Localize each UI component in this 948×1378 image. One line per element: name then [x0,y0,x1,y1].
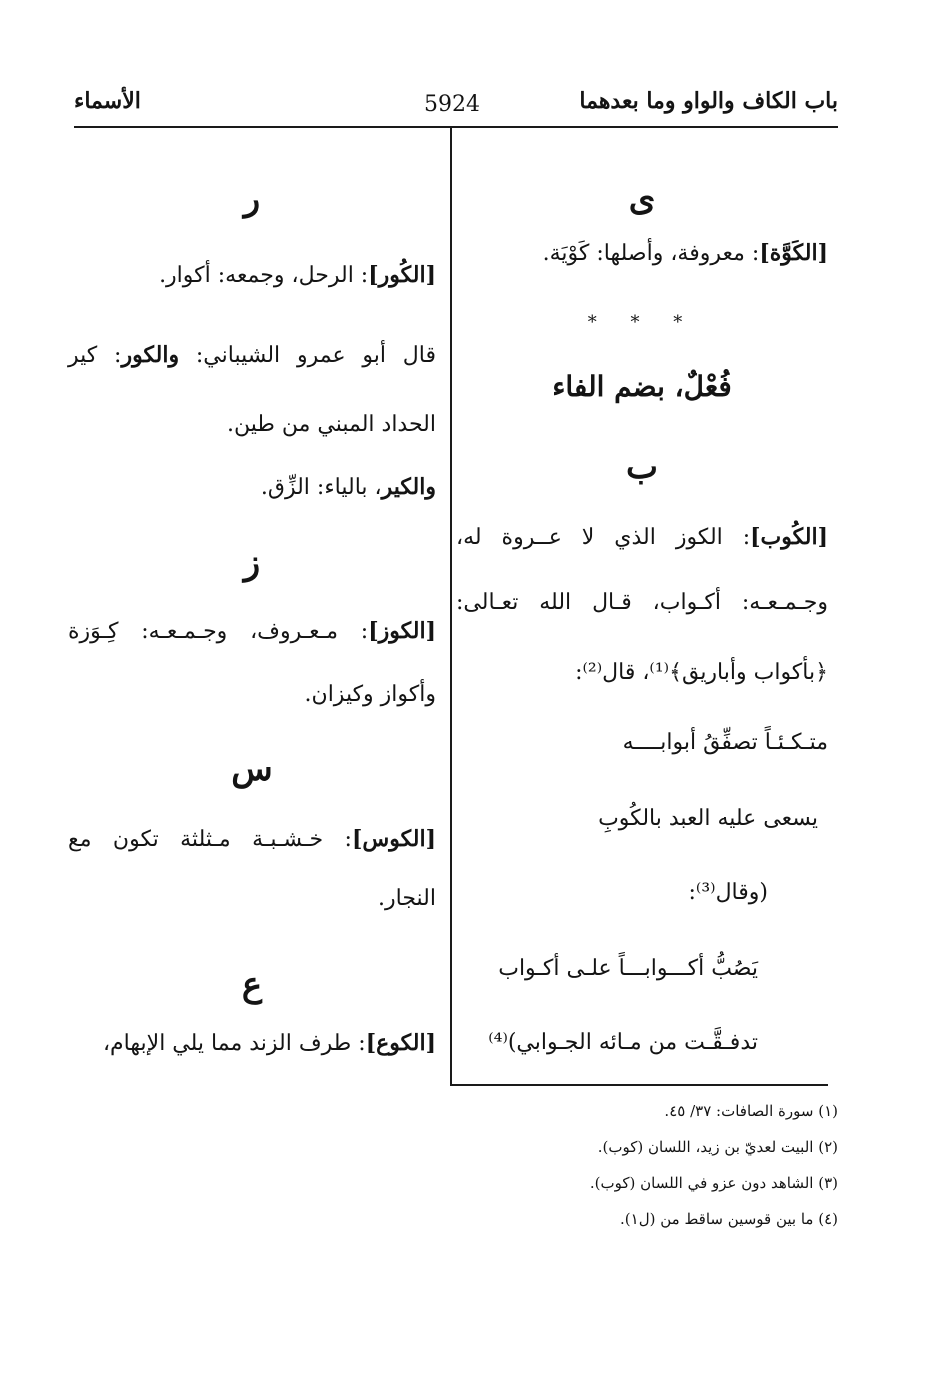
definition-kus: : خـشـبـة مـثلثة تكون مع [68,827,352,852]
running-head-chapter: باب الكاف والواو وما بعدهما [579,88,838,114]
headword-kawwa: [الكَوَّة] [759,240,828,266]
quote-shaybani-line1 [68,342,436,369]
entry-kur [159,262,436,289]
headword-kuz: [الكوز] [368,618,436,644]
headword-kur-bellows: والكور [121,342,180,368]
quote-definition: : كير [68,343,122,368]
definition-kua: : طرف الزند مما يلي الإبهام، [102,1031,366,1056]
letter-za-heading: ز [243,543,261,583]
running-head-section: الأسماء [74,88,141,114]
headword-kus: [الكوس] [351,826,436,852]
entry-kus-line1 [68,826,436,853]
headword-kur: [الكُور] [368,262,436,288]
header-rule [74,126,838,128]
column-separator [450,128,452,1084]
headword-kir: والكير [381,474,436,500]
footnote-2: (٢) البيت لعديّ بن زيد، اللسان (كوب). [597,1138,838,1156]
entry-kub-line1 [456,524,828,551]
letter-ya-heading: ى [628,179,656,219]
definition-kur: : الرحل، وجمعه: أكوار. [159,263,369,288]
entry-kuz-line1 [68,618,436,645]
entry-kuz-line2: وأكواز وكيزان. [304,682,436,707]
headword-kub: [الكُوب] [750,524,828,550]
definition-kawwa: : معروفة، وأصلها: كَوْيَة. [542,241,760,266]
footnote-rule [450,1084,828,1086]
definition-kir: ، بالياء: الزِّق. [260,475,382,500]
footnote-4: (٤) ما بين قوسين ساقط من (ل١). [620,1210,838,1228]
verse2-second-hemistich: تدفـقَّـت من مـائه الجـوابي)⁽⁴⁾ [488,1030,758,1055]
and-said-line: (وقال⁽³⁾: [688,880,768,905]
definition-kub: : الكوز الذي لا عــروة له، [456,525,751,550]
entry-kua [103,1030,436,1057]
entry-kub-line3: ﴿بأكواب وأباريق﴾⁽¹⁾، قال⁽²⁾: [575,660,828,685]
entry-kus-line2: النجار. [378,886,436,911]
verse1-second-hemistich: يسعى عليه العبد بالكُوبِ [598,806,818,831]
letter-ayn-heading: ع [241,965,263,1005]
entry-kub-line2: وجـمـعـه: أكـواب، قـال الله تعـالى: [456,590,828,615]
page-number: 5924 [424,92,480,117]
verse1-first-hemistich: متـكـئـاً تصفِّقُ أبوابــــه [622,730,828,755]
headword-kua: [الكوع] [365,1030,436,1056]
section-heading-fuel: فُعْلٌ، بضم الفاء [552,370,732,403]
verse2-first-hemistich: يَصُبُّ أكـــوابـــاً علـى أكـواب [498,956,758,981]
letter-ba-heading: ب [625,447,658,487]
letter-ra-heading: ر [243,179,261,219]
letter-sin-heading: س [231,749,273,789]
entry-kir [261,474,436,501]
entry-kawwa [543,240,828,267]
section-divider-stars: * * * [587,312,697,333]
footnote-3: (٣) الشاهد دون عزو في اللسان (كوب). [589,1174,838,1192]
definition-kuz: : مـعـروف، وجـمـعـه: كِـوَزة [68,619,369,644]
quote-shaybani-line2: الحداد المبني من طين. [226,412,436,437]
quote-attribution: قال أبو عمرو الشيباني: [179,343,437,368]
footnote-1: (١) سورة الصافات: ٣٧/ ٤٥. [664,1102,838,1120]
